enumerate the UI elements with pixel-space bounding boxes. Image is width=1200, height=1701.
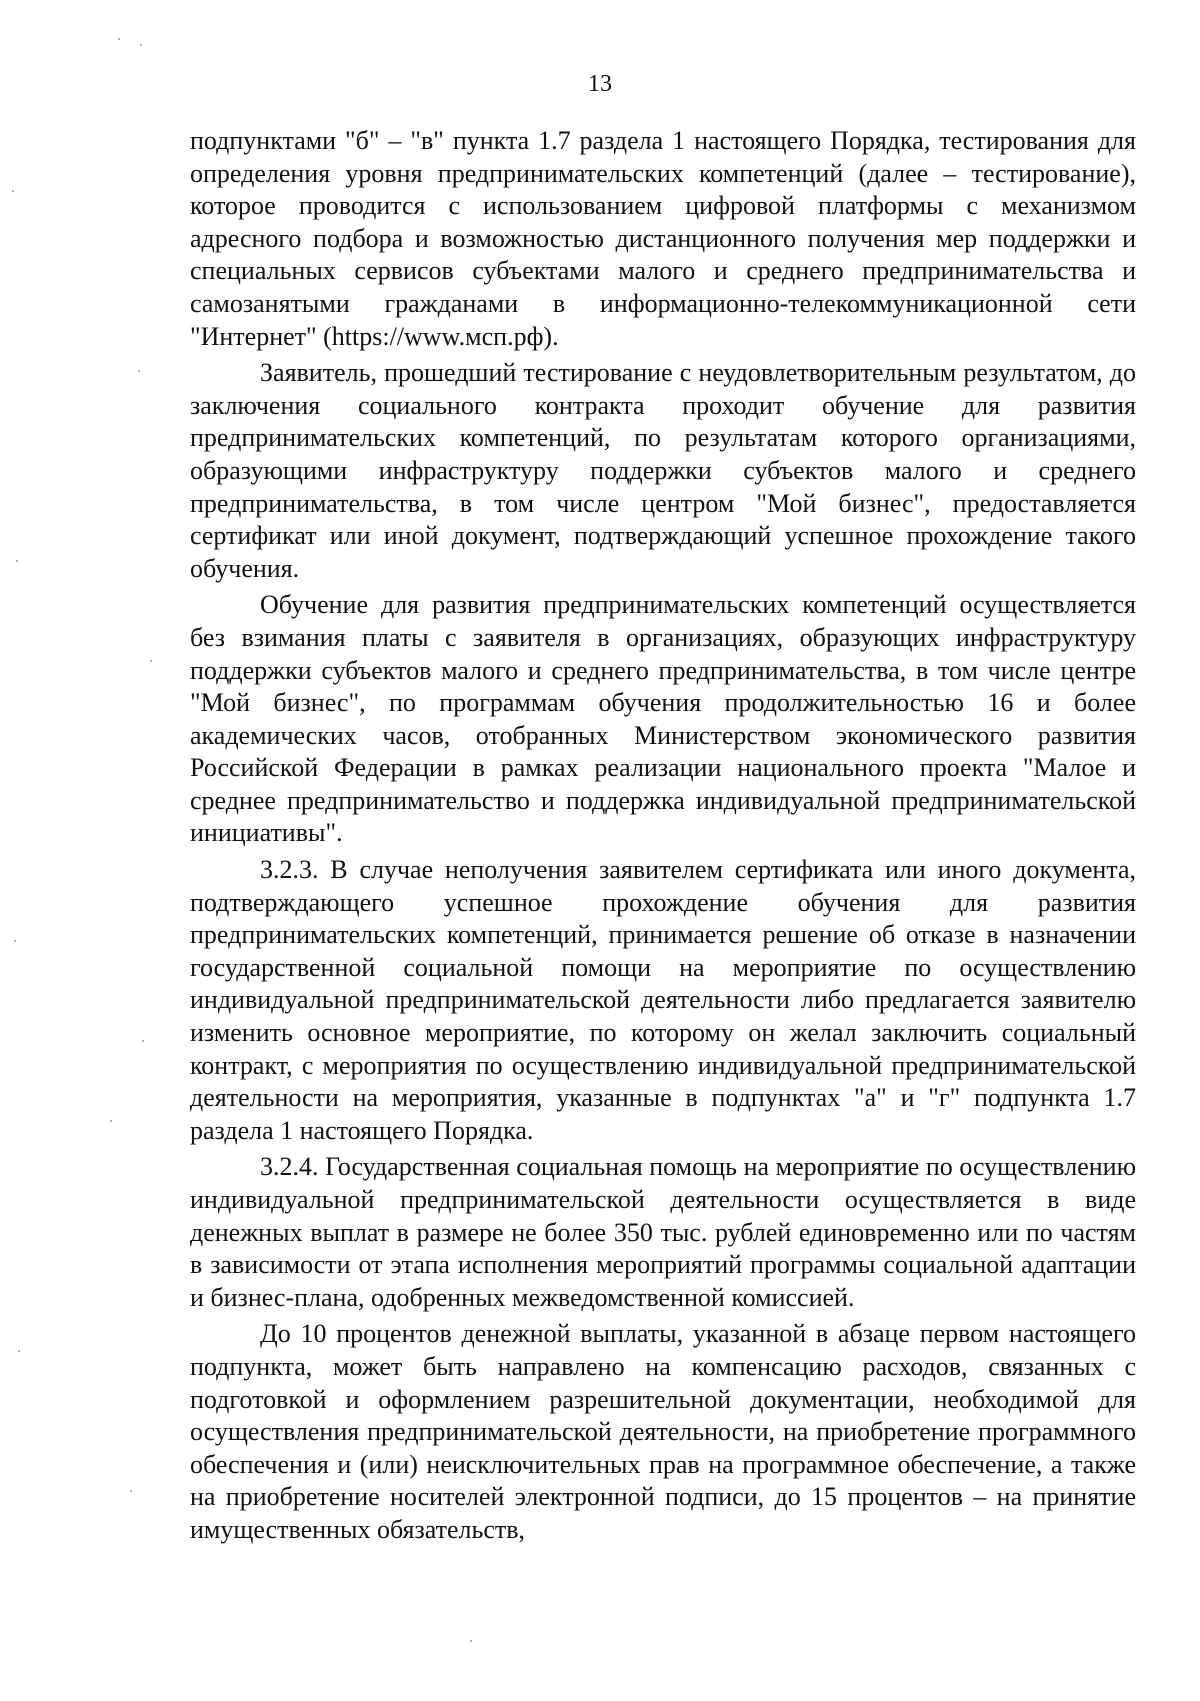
paragraph-continuation: подпунктами "б" – "в" пункта 1.7 раздела 1 настоящего Порядка, тестирования для определения уровня предпринимательских компетенций (далее – тестирование), которое проводится с использованием цифровой платформы с механизмом адресного подбора и возможностью дистанционного получения мер поддержки и специальных сервисов субъектами малого и среднего предпринимательства и самозанятыми гражданами в информационно-телекоммуникационной сети "Интернет" (https://www.мсп.рф). <box>190 126 1136 351</box>
scan-speck <box>14 940 16 942</box>
paragraph-compensation: До 10 процентов денежной выплаты, указанной в абзаце первом настоящего подпункта, может быть направлено на компенсацию расходов, связанных с подготовкой и оформлением разрешительной документации, необходимой для осуществления предпринимательской деятельности, на приобретение программного обеспечения и (или) неисключительных прав на программное обеспечение, а также на приобретение носителей электронной подписи, до 15 процентов – на принятие имущественных обязательств, <box>190 1319 1136 1544</box>
scan-speck <box>150 660 152 662</box>
scan-speck <box>130 1490 132 1492</box>
paragraph-clause-3-2-3: 3.2.3. В случае неполучения заявителем сертификата или иного документа, подтверждающего успешное прохождение обучения для развития предпринимательских компетенций, принимается решение об отказе в назначении государственной социальной помощи на мероприятие по осуществлению индивидуальной предпринимательской деятельности либо предлагается заявителю изменить основное мероприятие, по которому он желал заключить социальный контракт, с мероприятия по осуществлению индивидуальной предпринимательской деятельности на мероприятия, указанные в подпунктах "а" и "г" подпункта 1.7 раздела 1 настоящего Порядка. <box>190 855 1136 1145</box>
scan-speck <box>118 38 120 40</box>
paragraph-applicant-training: Заявитель, прошедший тестирование с неудовлетворительным результатом, до заключения социального контракта проходит обучение для развития предпринимательских компетенций, по результатам которого организациями, образующими инфраструктуру поддержки субъектов малого и среднего предпринимательства, в том числе центром "Мой бизнес", предоставляется сертификат или иной документ, подтверждающий успешное прохождение такого обучения. <box>190 358 1136 583</box>
scan-speck <box>470 1640 472 1642</box>
paragraph-training-free: Обучение для развития предпринимательских компетенций осуществляется без взимания платы с заявителя в организациях, образующих инфраструктуру поддержки субъектов малого и среднего предпринимательства, в том числе центре "Мой бизнес", по программам обучения продолжительностью 16 и более академических часов, отобранных Министерством экономического развития Российской Федерации в рамках реализации национального проекта "Малое и среднее предпринимательство и поддержка индивидуальной предпринимательской инициативы". <box>190 590 1136 848</box>
scan-speck <box>16 560 18 562</box>
scan-speck <box>142 1040 144 1042</box>
scan-speck <box>12 190 14 192</box>
scan-speck <box>18 1350 20 1352</box>
scan-speck <box>138 370 140 372</box>
paragraph-clause-3-2-4: 3.2.4. Государственная социальная помощь на мероприятие по осуществлению индивидуальной предпринимательской деятельности осуществляется в виде денежных выплат в размере не более 350 тыс. рублей единовременно или по частям в зависимости от этапа исполнения мероприятий программы социальной адаптации и бизнес-плана, одобренных межведомственной комиссией. <box>190 1152 1136 1312</box>
scan-speck <box>140 44 142 46</box>
page-number: 13 <box>588 71 612 97</box>
scan-speck <box>110 1120 112 1122</box>
document-body <box>190 125 1136 1547</box>
